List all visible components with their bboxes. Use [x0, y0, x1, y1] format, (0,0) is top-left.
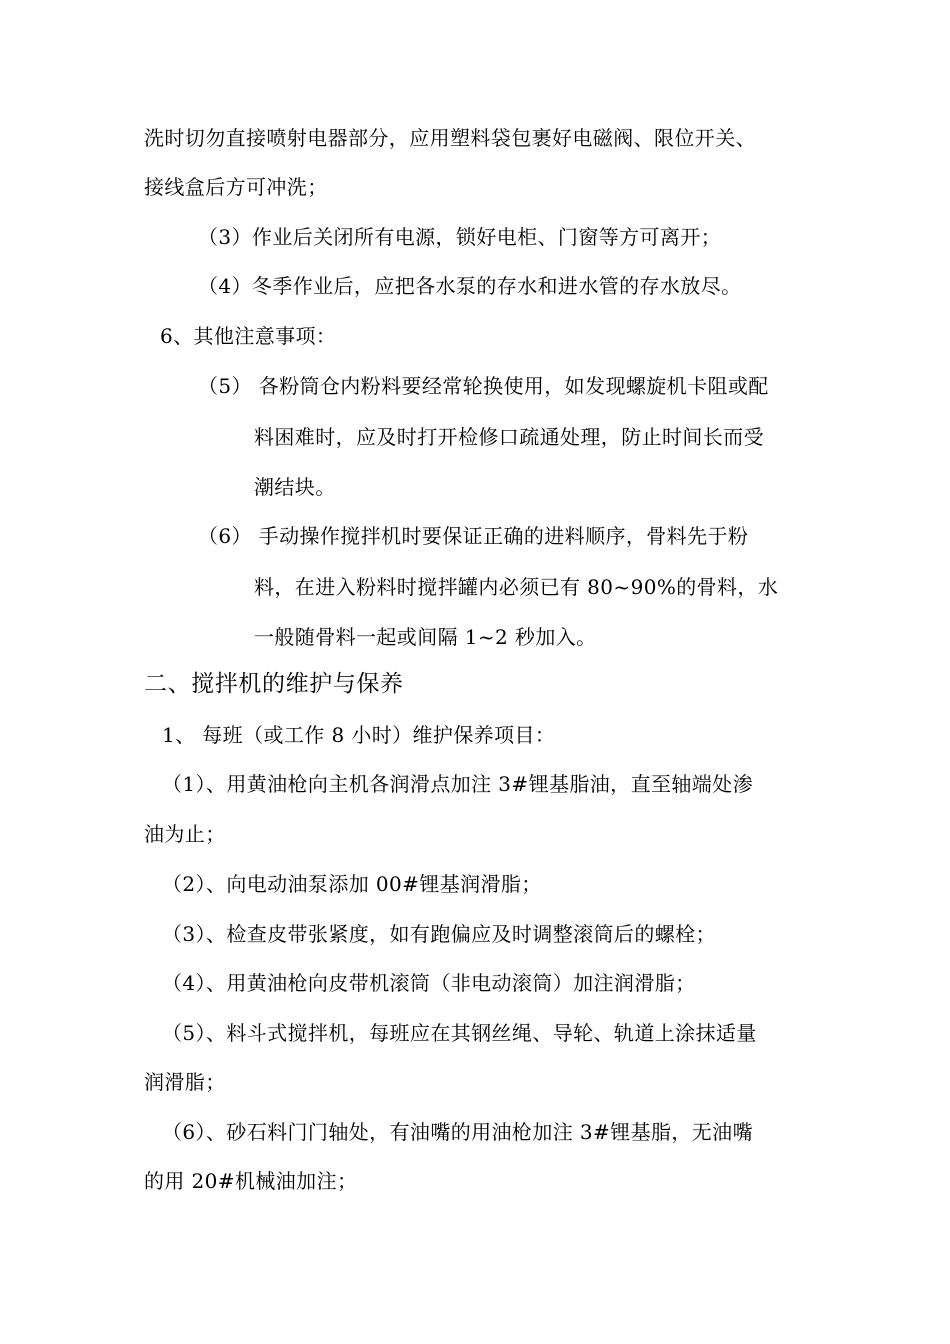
list-item-continuation: 料，在进入粉料时搅拌罐内必须已有 80~90%的骨料，水	[254, 575, 779, 599]
list-item-continuation: 的用 20#机械油加注；	[144, 1169, 358, 1193]
list-item: （6）、砂石料门门轴处，有油嘴的用油枪加注 3#锂基脂，无油嘴	[162, 1120, 753, 1144]
list-item: （4）、用黄油枪向皮带机滚筒（非电动滚筒）加注润滑脂；	[162, 971, 696, 995]
list-item: （3）作业后关闭所有电源，锁好电柜、门窗等方可离开；	[198, 225, 722, 249]
text-line: 接线盒后方可冲洗；	[144, 175, 328, 199]
list-item-continuation: 油为止；	[144, 822, 226, 846]
list-item: （6） 手动操作搅拌机时要保证正确的进料顺序，骨料先于粉	[198, 524, 749, 548]
section-heading: 1、 每班（或工作 8 小时）维护保养项目：	[162, 723, 556, 747]
list-item: （1）、用黄油枪向主机各润滑点加注 3#锂基脂油，直至轴端处渗	[162, 772, 753, 796]
section-heading: 6、其他注意事项：	[160, 324, 337, 348]
list-item: （5） 各粉筒仓内粉料要经常轮换使用，如发现螺旋机卡阻或配	[198, 374, 769, 398]
list-item: （4）冬季作业后，应把各水泵的存水和进水管的存水放尽。	[198, 274, 742, 298]
text-line: 洗时切勿直接喷射电器部分，应用塑料袋包裹好电磁阀、限位开关、	[144, 126, 756, 150]
chapter-heading: 二、搅拌机的维护与保养	[144, 671, 404, 697]
list-item-continuation: 润滑脂；	[144, 1070, 226, 1094]
list-item: （2）、向电动油泵添加 00#锂基润滑脂；	[162, 872, 542, 896]
list-item-continuation: 一般随骨料一起或间隔 1~2 秒加入。	[254, 625, 597, 649]
list-item-continuation: 潮结块。	[254, 475, 336, 499]
list-item: （3）、检查皮带张紧度，如有跑偏应及时调整滚筒后的螺栓；	[162, 922, 716, 946]
list-item: （5）、料斗式搅拌机，每班应在其钢丝绳、导轮、轨道上涂抹适量	[162, 1021, 757, 1045]
list-item-continuation: 料困难时，应及时打开检修口疏通处理，防止时间长而受	[254, 425, 764, 449]
